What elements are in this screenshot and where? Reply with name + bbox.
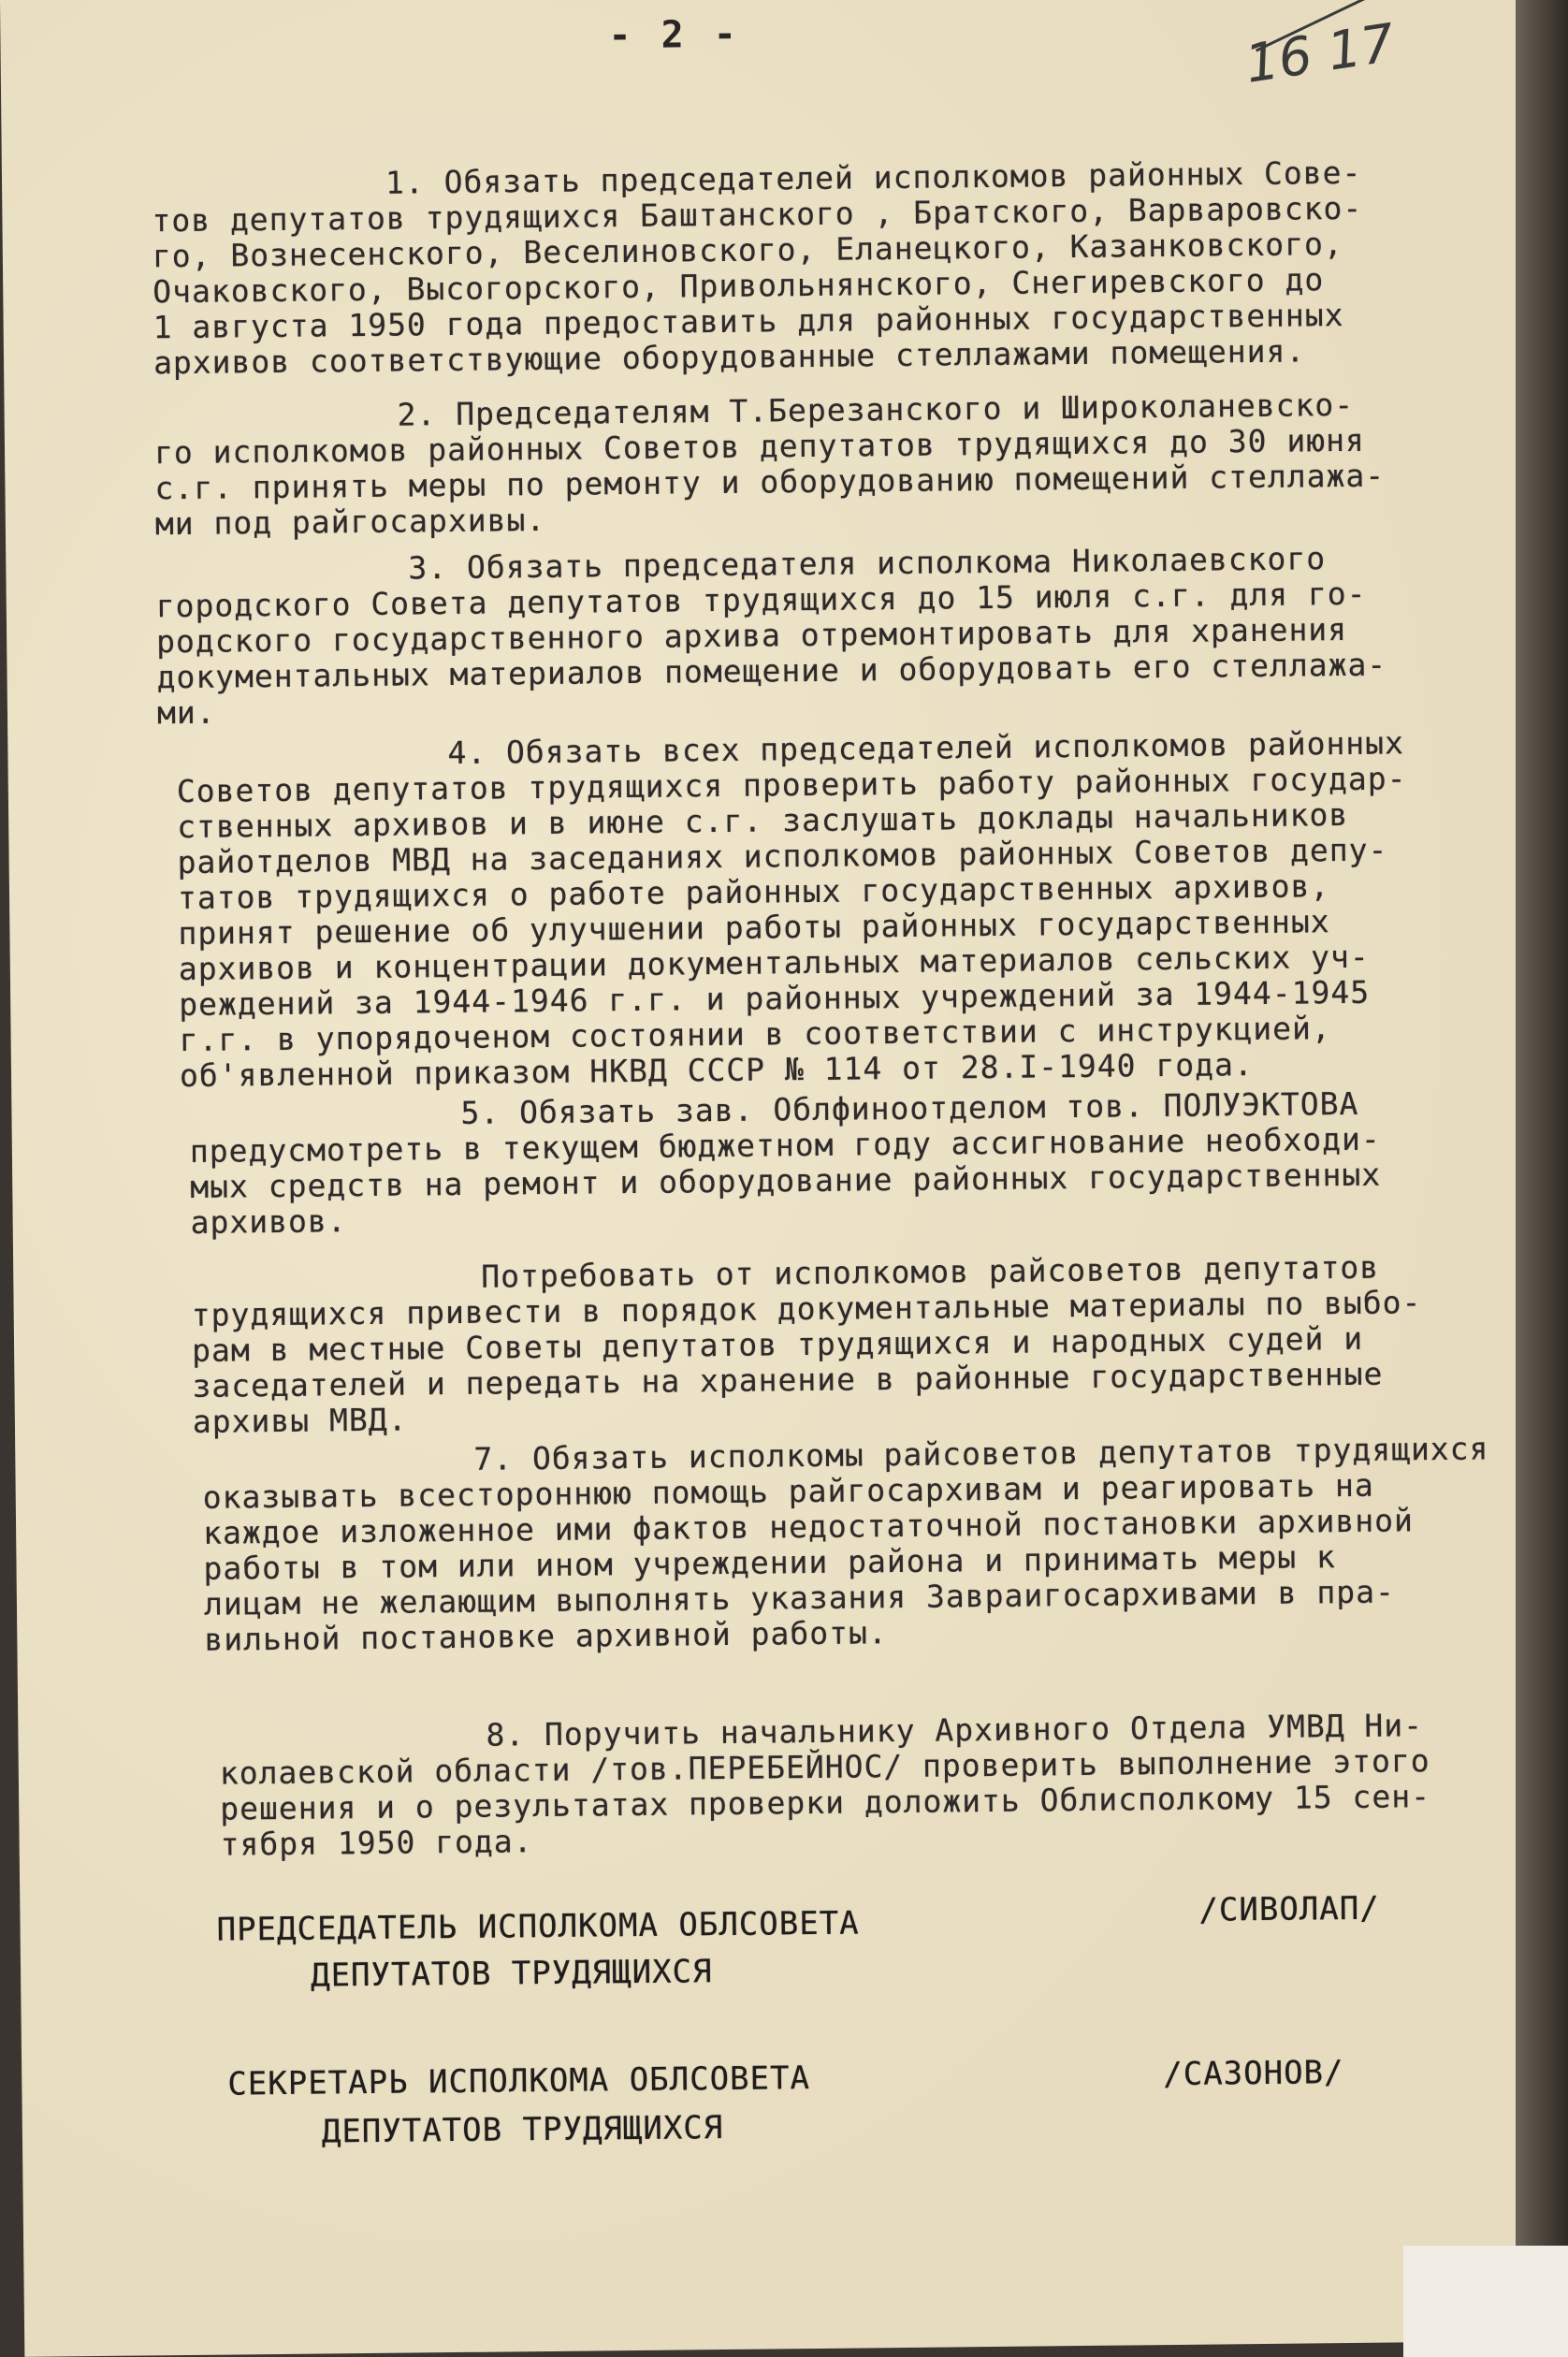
paragraph-4-line: райотделов МВД на заседаниях исполкомов районных Советов депу- — [177, 831, 1388, 881]
paragraph-2-line: 2. Председателям Т.Березанского и Широколаневско- — [397, 386, 1355, 433]
paragraph-7-line: каждое изложенное ими фактов недостаточной постановки архивной — [202, 1502, 1415, 1551]
paragraph-4-line: 4. Обязать всех председателей исполкомов районных — [447, 724, 1405, 772]
paragraph-8-line: колаевской области /тов.ПЕРЕБЕЙНОС/ проверить выполнение этого — [219, 1742, 1430, 1792]
paragraph-7-line: вильной постановке архивной работы. — [204, 1614, 888, 1658]
paragraph-4-line: Советов депутатов трудящихся проверить работу районных государ- — [176, 760, 1407, 810]
paragraph-4-line: ственных архивов и в июне с.г. заслушать доклады начальников — [177, 795, 1349, 846]
paragraph-5-line: мых средств на ремонт и оборудование районных государственных — [190, 1156, 1382, 1205]
paragraph-6-line: архивы МВД. — [192, 1401, 408, 1440]
signature-subtitle-secretary: ДЕПУТАТОВ ТРУДЯЩИХСЯ — [321, 2109, 724, 2151]
paragraph-8-line: 8. Поручить начальнику Архивного Отдела УМВД Ни- — [486, 1707, 1424, 1753]
signature-title-chairman: ПРЕДСЕДАТЕЛЬ ИСПОЛКОМА ОБЛСОВЕТА — [216, 1904, 860, 1949]
paragraph-4-line: г.г. в упорядоченом состоянии в соответствии с инструкцией, — [179, 1010, 1331, 1059]
paragraph-2-line: с.г. принять меры по ремонту и оборудованию помещений стеллажа- — [154, 457, 1386, 507]
paragraph-3-line: ми. — [156, 693, 216, 732]
paragraph-5-line: 5. Обязать зав. Облфиноотделом тов. ПОЛУЭКТОВА — [460, 1084, 1359, 1131]
paragraph-6-line: рам в местные Советы депутатов трудящихся и народных судей и — [191, 1319, 1364, 1369]
paragraph-6-line: трудящихся привести в порядок документальные материалы по выбо- — [191, 1284, 1422, 1333]
paragraph-7-line: оказывать всестороннюю помощь райгосархивам и реагировать на — [202, 1466, 1374, 1516]
paragraph-1-line: архивов соответствующие оборудованные стеллажами помещения. — [152, 332, 1306, 382]
paragraph-1-line: 1 августа 1950 года предоставить для районных государственных — [152, 296, 1344, 346]
paragraph-4-line: принят решение об улучшении работы районных государственных — [178, 903, 1330, 953]
paragraph-8-line: тября 1950 года. — [220, 1823, 533, 1863]
paragraph-2-line: ми под райгосархивы. — [154, 501, 546, 543]
signature-name-chairman: /СИВОЛАП/ — [1198, 1889, 1380, 1929]
paragraph-2-line: го исполкомов районных Советов депутатов трудящихся до 30 июня — [153, 421, 1366, 472]
paragraph-6-line: заседателей и передать на хранение в районные государственные — [192, 1355, 1384, 1404]
paragraph-8-line: решения и о результатах проверки доложить Облисполкому 15 сен- — [220, 1778, 1431, 1827]
paragraph-1-line: тов депутатов трудящихся Баштанского , Братского, Варваровско- — [152, 189, 1363, 240]
page-number: - 2 - — [608, 12, 741, 58]
paragraph-4-line: архивов и концентрации документальных материалов сельских уч- — [178, 938, 1370, 988]
paragraph-7-line: 7. Обязать исполкомы райсоветов депутатов трудящихся — [473, 1430, 1489, 1477]
paragraph-3-line: родского государственного архива отремонтировать для хранения — [155, 610, 1348, 661]
paragraph-3-line: 3. Обязать председателя исполкома Николаевского — [408, 540, 1327, 587]
paragraph-1-line: 1. Обязать председателей исполкомов районных Сове- — [385, 153, 1362, 201]
signature-title-secretary: СЕКРЕТАРЬ ИСПОЛКОМА ОБЛСОВЕТА — [227, 2059, 811, 2103]
folio-number: 16 17 — [1241, 12, 1399, 95]
paragraph-1-line: го, Вознесенского, Веселиновского, Еланецкого, Казанковского, — [152, 225, 1343, 275]
paragraph-7-line: лицам не желающим выполнять указания Завраигосархивами в пра- — [203, 1573, 1396, 1622]
paragraph-5-line: архивов. — [190, 1202, 347, 1241]
paragraph-5-line: предусмотреть в текущем бюджетном году ассигнование необходи- — [189, 1120, 1381, 1170]
paragraph-3-line: документальных материалов помещение и оборудовать его стеллажа- — [156, 646, 1387, 696]
signature-name-secretary: /САЗОНОВ/ — [1163, 2054, 1344, 2094]
page-edge-shadow — [1516, 0, 1568, 2357]
paragraph-4-line: об'явленной приказом НКВД СССР № 114 от 28.I-1940 года. — [179, 1046, 1254, 1095]
paragraph-1-line: Очаковского, Высогорского, Привольнянского, Снегиревского до — [152, 261, 1325, 311]
paragraph-7-line: работы в том или ином учреждении района и принимать меры к — [203, 1538, 1337, 1587]
underlying-sheet — [1403, 2246, 1568, 2357]
paragraph-3-line: городского Совета депутатов трудящихся до 15 июля с.г. для го- — [155, 575, 1367, 625]
paragraph-4-line: татов трудящихся о работе районных государственных архивов, — [177, 867, 1330, 917]
signature-subtitle-chairman: ДЕПУТАТОВ ТРУДЯЩИХСЯ — [310, 1953, 713, 1995]
paragraph-6-line: Потребовать от исполкомов райсоветов депутатов — [481, 1248, 1380, 1295]
paragraph-4-line: реждений за 1944-1946 г.г. и районных учреждений за 1944-1945 — [179, 973, 1371, 1024]
